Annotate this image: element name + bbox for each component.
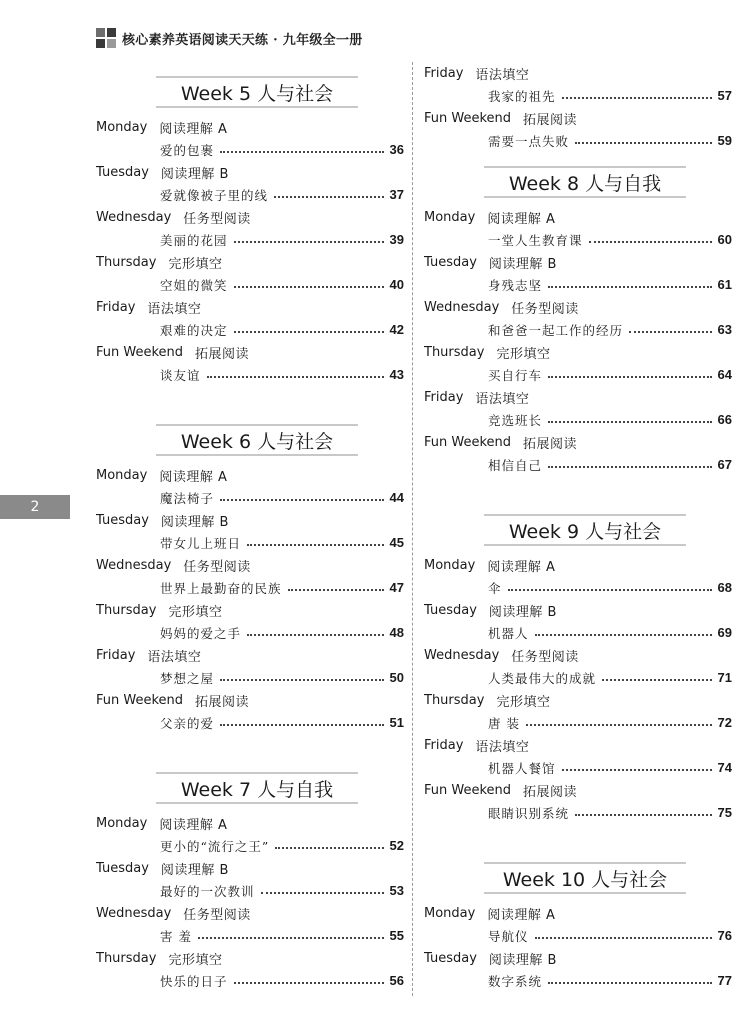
dot-leader	[261, 892, 384, 894]
entry-title: 相信自己	[488, 457, 543, 473]
section-type: 阅读理解 B	[488, 256, 557, 272]
week-heading	[424, 152, 732, 206]
day-name: Wednesday	[96, 557, 172, 573]
section-type: 完形填空	[168, 256, 223, 272]
entry-page-number: 61	[717, 277, 732, 293]
section-type: 拓展阅读	[523, 784, 578, 800]
dot-leader	[575, 814, 712, 816]
entry-title: 伞	[488, 580, 502, 596]
entry-title: 爱就像被子里的线	[160, 187, 269, 203]
section-type: 语法填空	[147, 649, 202, 665]
toc-left-column	[96, 62, 404, 992]
section-spacer	[424, 476, 732, 500]
entry-title: 和爸爸一起工作的经历	[488, 322, 624, 338]
dot-leader	[535, 937, 712, 939]
entry-title: 唐 装	[488, 715, 520, 731]
dot-leader	[275, 847, 383, 849]
day-name: Tuesday	[96, 164, 149, 180]
entry-title: 需要一点失败	[488, 133, 570, 149]
toc-entry[interactable]	[424, 925, 732, 948]
toc-entry[interactable]	[424, 622, 732, 645]
section-type: 语法填空	[147, 301, 202, 317]
entry-title: 空姐的微笑	[160, 277, 228, 293]
toc-entry[interactable]	[96, 487, 404, 510]
entry-page-number: 66	[717, 412, 732, 428]
day-row	[96, 599, 404, 622]
page-number-tab	[0, 495, 70, 519]
entry-page-number: 37	[389, 187, 404, 203]
dot-leader	[548, 466, 712, 468]
week-heading-label: Week 8 人与自我	[484, 166, 686, 198]
dot-leader	[234, 241, 384, 243]
dot-leader	[548, 421, 712, 423]
entry-title: 艰难的决定	[160, 322, 228, 338]
day-row	[424, 734, 732, 757]
day-row	[96, 689, 404, 712]
week-heading	[96, 62, 404, 116]
entry-page-number: 67	[717, 457, 732, 473]
toc-entry[interactable]	[96, 184, 404, 207]
dot-leader	[602, 679, 712, 681]
entry-page-number: 42	[389, 322, 404, 338]
day-row	[424, 947, 732, 970]
day-row	[424, 431, 732, 454]
week-heading	[96, 758, 404, 812]
day-name: Monday	[424, 209, 476, 225]
day-row	[424, 251, 732, 274]
day-name: Wednesday	[424, 299, 500, 315]
section-spacer	[96, 734, 404, 758]
day-row	[96, 341, 404, 364]
section-type: 阅读理解 A	[487, 559, 556, 575]
entry-page-number: 76	[717, 928, 732, 944]
section-type: 阅读理解 B	[488, 604, 557, 620]
section-spacer	[424, 824, 732, 848]
dot-leader	[220, 499, 384, 501]
page-number: 2	[30, 499, 40, 515]
day-name: Tuesday	[424, 254, 477, 270]
section-type: 阅读理解 B	[160, 862, 229, 878]
day-name: Thursday	[424, 344, 485, 360]
entry-page-number: 48	[389, 625, 404, 641]
day-row	[96, 554, 404, 577]
section-type: 拓展阅读	[195, 694, 250, 710]
day-name: Tuesday	[96, 860, 149, 876]
toc-entry[interactable]	[424, 970, 732, 993]
toc-entry[interactable]	[96, 532, 404, 555]
section-type: 拓展阅读	[195, 346, 250, 362]
entry-page-number: 64	[717, 367, 732, 383]
day-name: Thursday	[424, 692, 485, 708]
toc-entry[interactable]	[424, 802, 732, 825]
dot-leader	[562, 97, 712, 99]
day-row	[424, 902, 732, 925]
dot-leader	[220, 679, 384, 681]
day-name: Fun Weekend	[424, 782, 512, 798]
entry-page-number: 63	[717, 322, 732, 338]
entry-page-number: 51	[389, 715, 404, 731]
section-type: 阅读理解 B	[160, 166, 229, 182]
day-row	[96, 464, 404, 487]
toc-entry[interactable]	[96, 835, 404, 858]
section-type: 任务型阅读	[511, 649, 579, 665]
section-spacer	[96, 386, 404, 410]
section-type: 任务型阅读	[183, 559, 251, 575]
day-row	[424, 599, 732, 622]
toc-entry[interactable]	[96, 274, 404, 297]
day-row	[424, 779, 732, 802]
week-heading	[96, 410, 404, 464]
section-type: 任务型阅读	[511, 301, 579, 317]
entry-title: 机器人	[488, 625, 529, 641]
week-heading-label: Week 10 人与社会	[484, 862, 686, 894]
dot-leader	[288, 589, 384, 591]
toc-entry[interactable]	[96, 925, 404, 948]
entry-page-number: 55	[389, 928, 404, 944]
toc-entry[interactable]	[96, 319, 404, 342]
entry-title: 妈妈的爱之手	[160, 625, 242, 641]
day-name: Monday	[424, 905, 476, 921]
section-type: 语法填空	[475, 391, 530, 407]
entry-page-number: 47	[389, 580, 404, 596]
day-name: Friday	[424, 389, 464, 405]
entry-page-number: 52	[389, 838, 404, 854]
dot-leader	[220, 724, 384, 726]
day-row	[424, 206, 732, 229]
toc-entry[interactable]	[96, 139, 404, 162]
day-name: Thursday	[96, 254, 157, 270]
entry-page-number: 75	[717, 805, 732, 821]
toc-entry[interactable]	[424, 229, 732, 252]
week-heading	[424, 848, 732, 902]
entry-page-number: 39	[389, 232, 404, 248]
entry-title: 谈友谊	[160, 367, 201, 383]
toc-entry[interactable]	[424, 667, 732, 690]
entry-title: 机器人餐馆	[488, 760, 556, 776]
day-name: Friday	[424, 737, 464, 753]
toc-entry[interactable]	[96, 577, 404, 600]
dot-leader	[535, 634, 712, 636]
day-row	[96, 206, 404, 229]
entry-title: 世界上最勤奋的民族	[160, 580, 282, 596]
section-type: 任务型阅读	[183, 211, 251, 227]
entry-page-number: 69	[717, 625, 732, 641]
section-type: 语法填空	[475, 67, 530, 83]
dot-leader	[548, 376, 712, 378]
dot-leader	[562, 769, 712, 771]
entry-title: 爱的包裹	[160, 142, 215, 158]
toc-right-column	[424, 62, 732, 992]
section-type: 完形填空	[496, 346, 551, 362]
day-row	[424, 341, 732, 364]
dot-leader	[220, 151, 384, 153]
day-name: Monday	[96, 815, 148, 831]
entry-title: 身残志坚	[488, 277, 543, 293]
day-row	[96, 161, 404, 184]
toc-entry[interactable]	[96, 970, 404, 993]
section-type: 阅读理解 A	[159, 121, 228, 137]
entry-title: 一堂人生教育课	[488, 232, 583, 248]
day-row	[424, 296, 732, 319]
section-type: 完形填空	[496, 694, 551, 710]
day-name: Fun Weekend	[424, 110, 512, 126]
toc-entry[interactable]	[424, 577, 732, 600]
day-name: Friday	[424, 65, 464, 81]
day-name: Friday	[96, 299, 136, 315]
dot-leader	[575, 142, 712, 144]
dot-leader	[247, 634, 384, 636]
toc-entry[interactable]	[96, 880, 404, 903]
entry-page-number: 68	[717, 580, 732, 596]
toc-entry[interactable]	[96, 364, 404, 387]
day-row	[424, 386, 732, 409]
entry-page-number: 77	[717, 973, 732, 989]
entry-title: 眼睛识别系统	[488, 805, 570, 821]
dot-leader	[629, 331, 712, 333]
section-type: 拓展阅读	[523, 112, 578, 128]
day-name: Monday	[424, 557, 476, 573]
entry-title: 美丽的花园	[160, 232, 228, 248]
entry-page-number: 50	[389, 670, 404, 686]
day-row	[96, 812, 404, 835]
dot-leader	[548, 286, 712, 288]
dot-leader	[526, 724, 712, 726]
toc-entry[interactable]	[96, 712, 404, 735]
column-divider	[412, 62, 413, 996]
toc-entry[interactable]	[424, 85, 732, 108]
section-type: 阅读理解 A	[159, 469, 228, 485]
day-name: Monday	[96, 119, 148, 135]
toc-entry[interactable]	[424, 364, 732, 387]
day-name: Thursday	[96, 950, 157, 966]
dot-leader	[247, 544, 384, 546]
week-heading-label: Week 6 人与社会	[156, 424, 358, 456]
day-name: Wednesday	[424, 647, 500, 663]
day-name: Wednesday	[96, 209, 172, 225]
day-row	[424, 62, 732, 85]
day-name: Fun Weekend	[96, 692, 184, 708]
entry-title: 父亲的爱	[160, 715, 215, 731]
toc-entry[interactable]	[424, 712, 732, 735]
toc-entry[interactable]	[96, 622, 404, 645]
day-row	[424, 554, 732, 577]
day-name: Fun Weekend	[424, 434, 512, 450]
toc-entry[interactable]	[424, 757, 732, 780]
page-header	[96, 26, 363, 50]
toc-entry[interactable]	[96, 667, 404, 690]
entry-page-number: 57	[717, 88, 732, 104]
dot-leader	[548, 982, 712, 984]
day-name: Friday	[96, 647, 136, 663]
dot-leader	[234, 982, 384, 984]
entry-page-number: 43	[389, 367, 404, 383]
day-name: Fun Weekend	[96, 344, 184, 360]
entry-title: 导航仪	[488, 928, 529, 944]
entry-page-number: 71	[717, 670, 732, 686]
entry-title: 买自行车	[488, 367, 543, 383]
dot-leader	[274, 196, 384, 198]
dot-leader	[234, 286, 384, 288]
section-type: 阅读理解 B	[160, 514, 229, 530]
toc-entry[interactable]	[424, 319, 732, 342]
toc-entry[interactable]	[96, 229, 404, 252]
toc-entry[interactable]	[424, 409, 732, 432]
entry-title: 害 羞	[160, 928, 192, 944]
entry-page-number: 60	[717, 232, 732, 248]
section-type: 阅读理解 A	[487, 211, 556, 227]
entry-page-number: 74	[717, 760, 732, 776]
week-heading-label: Week 9 人与社会	[484, 514, 686, 546]
section-type: 完形填空	[168, 604, 223, 620]
entry-page-number: 59	[717, 133, 732, 149]
day-name: Wednesday	[96, 905, 172, 921]
entry-page-number: 45	[389, 535, 404, 551]
book-logo-icon	[96, 28, 116, 48]
entry-title: 快乐的日子	[160, 973, 228, 989]
day-row	[96, 116, 404, 139]
entry-page-number: 40	[389, 277, 404, 293]
section-type: 任务型阅读	[183, 907, 251, 923]
toc-entry[interactable]	[424, 130, 732, 153]
week-heading-label: Week 7 人与自我	[156, 772, 358, 804]
entry-title: 魔法椅子	[160, 490, 215, 506]
day-name: Tuesday	[424, 950, 477, 966]
entry-title: 竞选班长	[488, 412, 543, 428]
week-heading-label: Week 5 人与社会	[156, 76, 358, 108]
entry-title: 人类最伟大的成就	[488, 670, 597, 686]
entry-page-number: 72	[717, 715, 732, 731]
dot-leader	[508, 589, 712, 591]
dot-leader	[234, 331, 384, 333]
toc-entry[interactable]	[424, 274, 732, 297]
entry-page-number: 56	[389, 973, 404, 989]
toc-entry[interactable]	[424, 454, 732, 477]
day-row	[96, 296, 404, 319]
section-type: 阅读理解 B	[488, 952, 557, 968]
section-type: 完形填空	[168, 952, 223, 968]
day-row	[96, 902, 404, 925]
day-row	[96, 251, 404, 274]
day-name: Tuesday	[424, 602, 477, 618]
day-row	[424, 644, 732, 667]
entry-title: 最好的一次教训	[160, 883, 255, 899]
day-row	[96, 857, 404, 880]
entry-title: 我家的祖先	[488, 88, 556, 104]
section-type: 语法填空	[475, 739, 530, 755]
section-type: 阅读理解 A	[159, 817, 228, 833]
dot-leader	[198, 937, 384, 939]
section-type: 阅读理解 A	[487, 907, 556, 923]
entry-title: 梦想之屋	[160, 670, 215, 686]
entry-title: 数字系统	[488, 973, 543, 989]
day-name: Tuesday	[96, 512, 149, 528]
day-row	[96, 947, 404, 970]
dot-leader	[589, 241, 712, 243]
entry-title: 带女儿上班日	[160, 535, 242, 551]
entry-title: 更小的“流行之王”	[160, 838, 270, 854]
entry-page-number: 53	[389, 883, 404, 899]
week-heading	[424, 500, 732, 554]
day-row	[96, 509, 404, 532]
day-row	[96, 644, 404, 667]
entry-page-number: 44	[389, 490, 404, 506]
day-name: Monday	[96, 467, 148, 483]
entry-page-number: 36	[389, 142, 404, 158]
day-row	[424, 107, 732, 130]
book-title: 核心素养英语阅读天天练 · 九年级全一册	[122, 32, 363, 48]
section-type: 拓展阅读	[523, 436, 578, 452]
dot-leader	[207, 376, 384, 378]
day-row	[424, 689, 732, 712]
day-name: Thursday	[96, 602, 157, 618]
